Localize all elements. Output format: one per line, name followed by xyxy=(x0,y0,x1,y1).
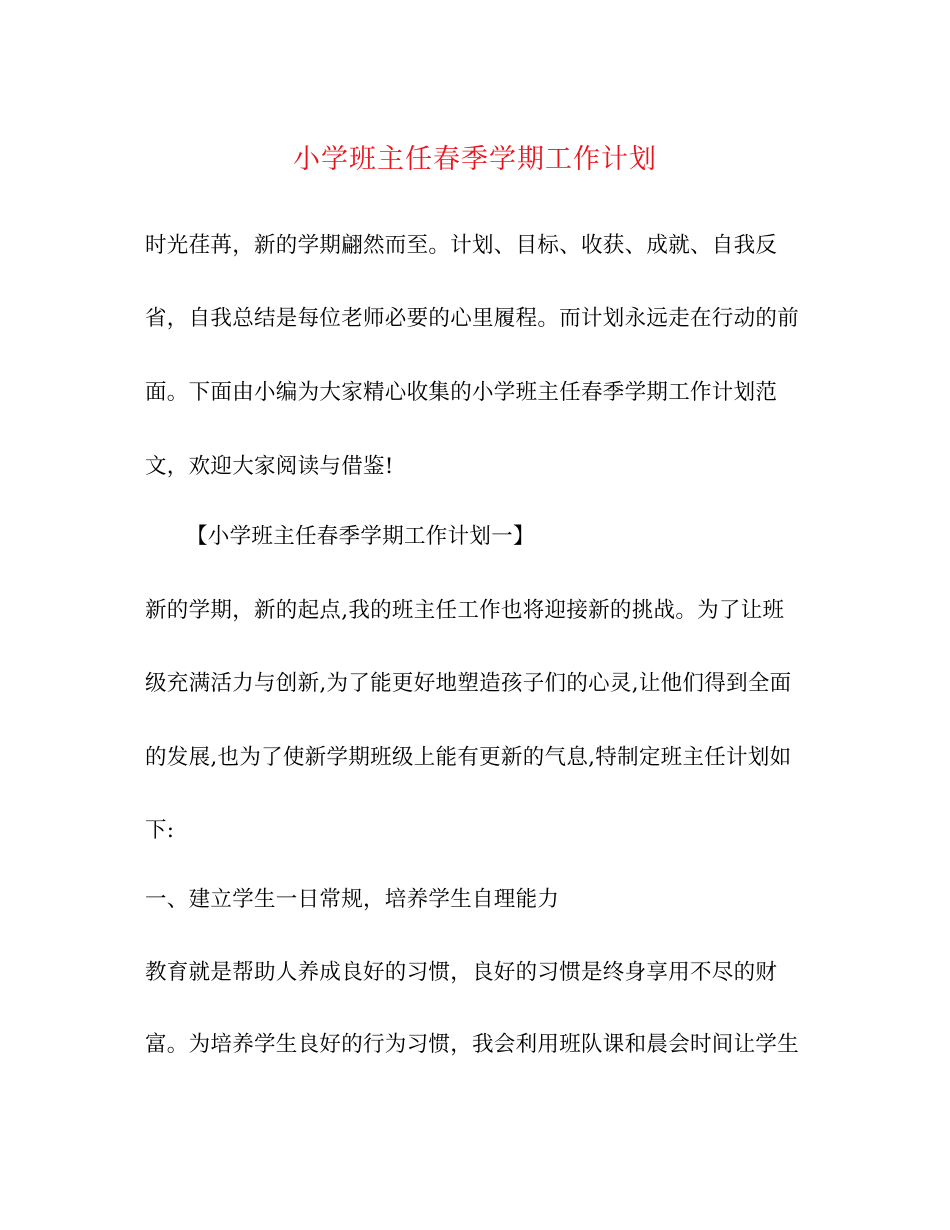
body-line: 富。为培养学生良好的行为习惯，我会利用班队课和晨会时间让学生 xyxy=(145,1032,800,1057)
body-line: 新的学期，新的起点,我的班主任工作也将迎接新的挑战。为了让班 xyxy=(145,598,785,623)
body-line: 文，欢迎大家阅读与借鉴! xyxy=(145,454,394,479)
body-line: 级充满活力与创新,为了能更好地塑造孩子们的心灵,让他们得到全面 xyxy=(145,671,792,696)
body-line: 时光荏苒，新的学期翩然而至。计划、目标、收获、成就、自我反 xyxy=(145,233,778,258)
body-line: 教育就是帮助人养成良好的习惯，良好的习惯是终身享用不尽的财 xyxy=(145,960,778,985)
document-title: 小学班主任春季学期工作计划 xyxy=(293,144,657,175)
body-line: 省，自我总结是每位老师必要的心里履程。而计划永远走在行动的前 xyxy=(145,306,800,331)
body-line: 面。下面由小编为大家精心收集的小学班主任春季学期工作计划范 xyxy=(145,380,778,405)
section-heading: 【小学班主任春季学期工作计划一】 xyxy=(186,524,535,549)
subsection-heading: 一、建立学生一日常规，培养学生自理能力 xyxy=(145,887,560,912)
body-line: 的发展,也为了使新学期班级上能有更新的气息,特制定班主任计划如 xyxy=(145,745,792,770)
body-line: 下: xyxy=(145,818,175,843)
